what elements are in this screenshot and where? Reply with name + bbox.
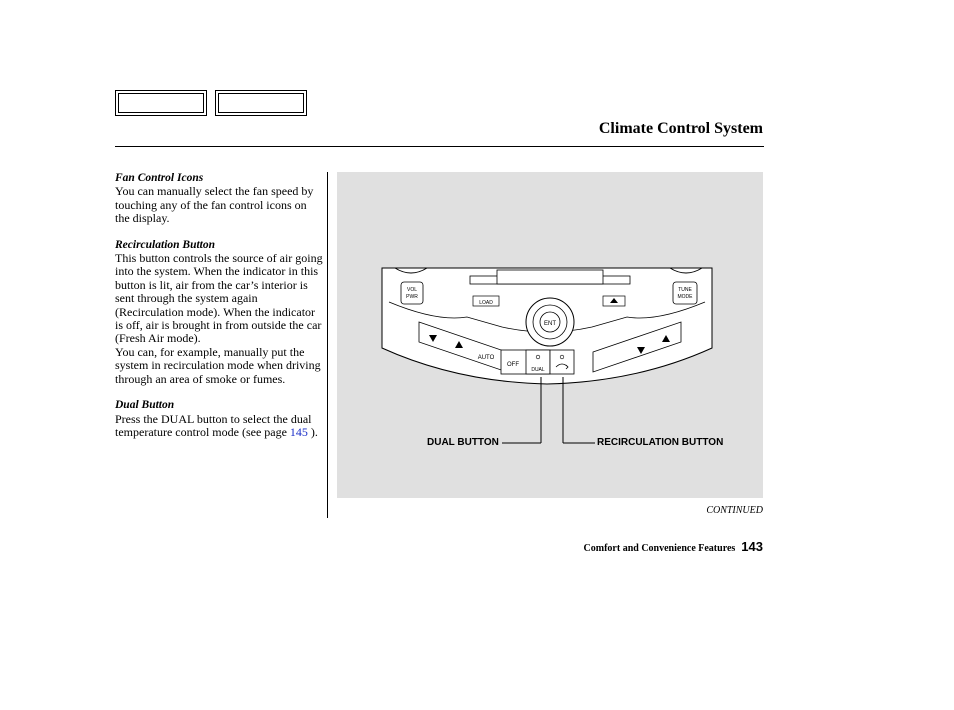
section-heading: Recirculation Button bbox=[115, 238, 216, 251]
section-body-2: You can, for example, manually put the system in recirculation mode when driving through an area of smoke or fumes. bbox=[115, 344, 321, 386]
tune-label: TUNE bbox=[678, 287, 692, 293]
recirculation-button-callout: RECIRCULATION BUTTON bbox=[597, 437, 724, 448]
control-panel-illustration bbox=[337, 172, 763, 498]
climate-panel-figure bbox=[337, 172, 763, 498]
left-column bbox=[115, 172, 323, 452]
section-body: This button controls the source of air going into the system. When the indicator in this button is lit, air from the car’s interior is sent through the system again (Recirculation mode). When the indicator is off, air is brought in from outside the car (Fresh Air mode). bbox=[115, 251, 323, 346]
section-dual-button bbox=[115, 399, 323, 439]
section-heading: Dual Button bbox=[115, 399, 175, 412]
section-body: You can manually select the fan speed by touching any of the fan control icons on the display. bbox=[115, 184, 314, 226]
section-fan-control-icons bbox=[115, 172, 323, 226]
column-divider bbox=[327, 172, 328, 518]
continued-note: CONTINUED bbox=[706, 505, 763, 516]
vol-label: VOL bbox=[406, 287, 418, 293]
off-label: OFF bbox=[507, 362, 519, 368]
section-heading: Fan Control Icons bbox=[115, 172, 204, 184]
recirculation-button bbox=[550, 350, 574, 374]
page-number: 143 bbox=[741, 539, 763, 554]
pwr-label: PWR bbox=[406, 294, 418, 300]
page-footer bbox=[584, 538, 763, 556]
dual-button-callout: DUAL BUTTON bbox=[427, 437, 499, 448]
tune-mode-button bbox=[673, 282, 697, 304]
load-label: LOAD bbox=[479, 300, 493, 306]
mode-label: MODE bbox=[677, 294, 693, 300]
auto-label: AUTO bbox=[477, 355, 495, 361]
page-link[interactable]: 145 bbox=[289, 424, 308, 439]
nav-box-right[interactable] bbox=[215, 90, 307, 116]
body-text-end: ). bbox=[310, 424, 318, 439]
footer-section: Comfort and Convenience Features bbox=[583, 543, 736, 554]
dual-label: DUAL bbox=[531, 367, 545, 373]
body-text: Press the DUAL button to select the dual temperature control mode (see page bbox=[115, 411, 312, 439]
vol-pwr-button bbox=[401, 282, 423, 304]
section-body bbox=[115, 413, 323, 440]
ent-label: ENT bbox=[544, 321, 556, 327]
section-recirculation-button bbox=[115, 239, 323, 386]
nav-box-left[interactable] bbox=[115, 90, 207, 116]
page-title: Climate Control System bbox=[598, 120, 763, 137]
header-rule bbox=[115, 146, 764, 147]
